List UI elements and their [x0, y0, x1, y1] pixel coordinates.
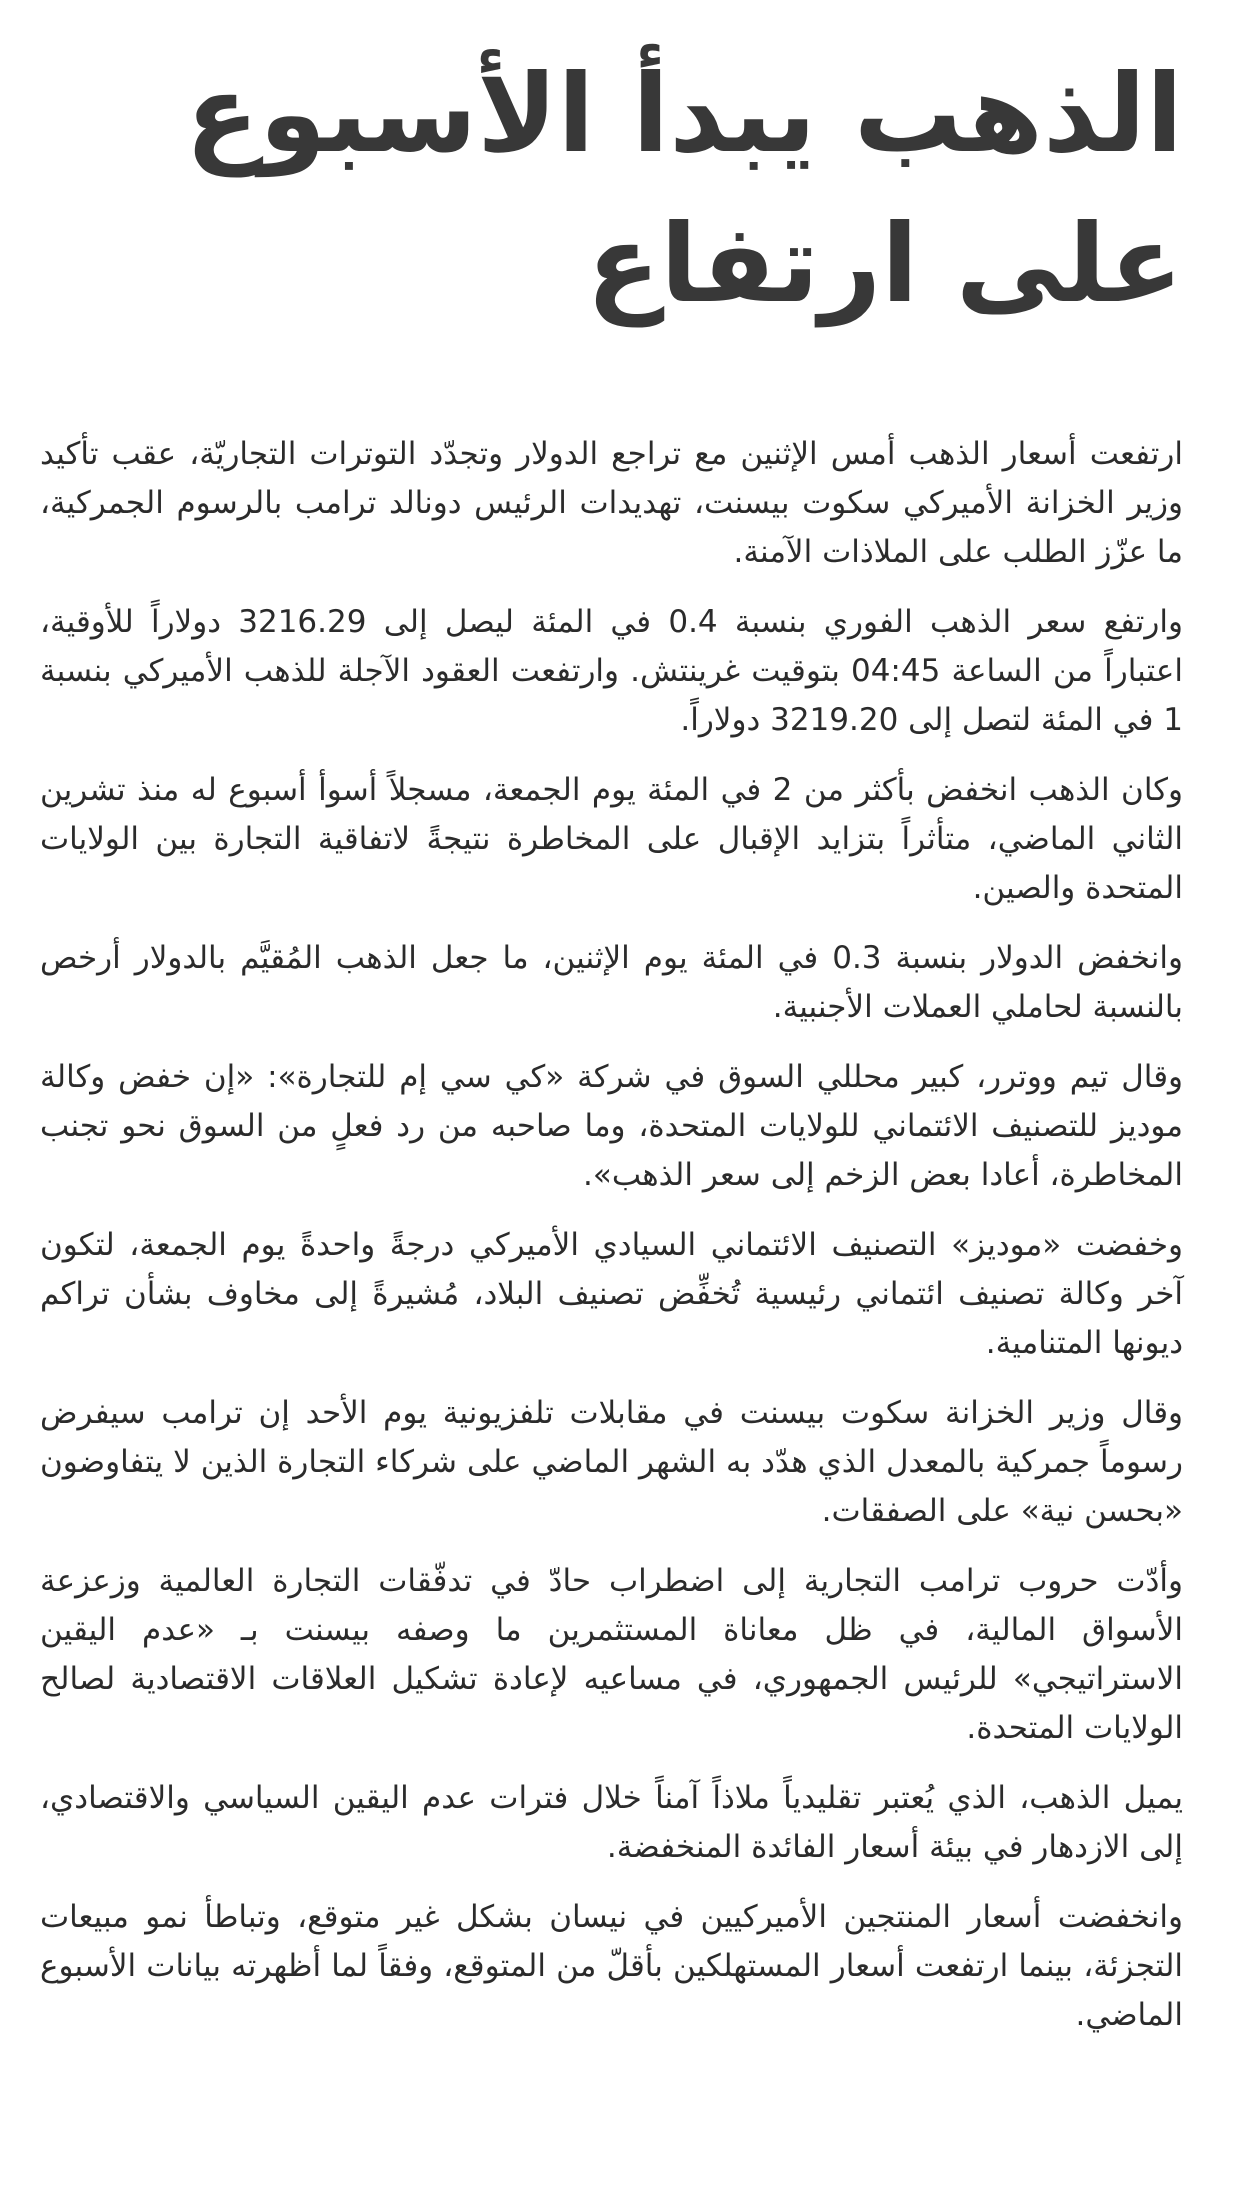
- paragraph-7: وقال وزير الخزانة سكوت بيسنت في مقابلات تلفزيونية يوم الأحد إن ترامب سيفرض رسوماً جمركية بالمعدل الذي هدّد به الشهر الماضي على شركاء التجارة الذين لا يتفاوضون «بحسن نية» على الصفقات.: [40, 1395, 1183, 1529]
- paragraph-1: ارتفعت أسعار الذهب أمس الإثنين مع تراجع الدولار وتجدّد التوترات التجاريّة، عقب تأكيد وزير الخزانة الأميركي سكوت بيسنت، تهديدات الرئيس دونالد ترامب بالرسوم الجمركية، ما عزّز الطلب على الملاذات الآمنة.: [40, 436, 1183, 570]
- paragraph-8: وأدّت حروب ترامب التجارية إلى اضطراب حادّ في تدفّقات التجارة العالمية وزعزعة الأسواق المالية، في ظل معاناة المستثمرين ما وصفه بيسنت بـ «عدم اليقين الاستراتيجي» للرئيس الجمهوري، في مساعيه لإعادة تشكيل العلاقات الاقتصادية لصالح الولايات المتحدة.: [40, 1563, 1183, 1746]
- news-article: [40, 40, 1183, 2061]
- paragraph-2: وارتفع سعر الذهب الفوري بنسبة 0.4 في المئة ليصل إلى 3216.29 دولاراً للأوقية، اعتباراً من الساعة 04:45 بتوقيت غرينتش. وارتفعت العقود الآجلة للذهب الأميركي بنسبة 1 في المئة لتصل إلى 3219.20 دولاراً.: [40, 604, 1183, 738]
- paragraph-4: وانخفض الدولار بنسبة 0.3 في المئة يوم الإثنين، ما جعل الذهب المُقيَّم بالدولار أرخص بالنسبة لحاملي العملات الأجنبية.: [40, 940, 1183, 1025]
- article-body: [40, 430, 1183, 2040]
- headline: الذهب يبدأ الأسبوع على ارتفاع: [185, 52, 1183, 327]
- paragraph-5: وقال تيم ووترر، كبير محللي السوق في شركة «كي سي إم للتجارة»: «إن خفض وكالة موديز للتصنيف الائتماني للولايات المتحدة، وما صاحبه من رد فعلٍ من السوق نحو تجنب المخاطرة، أعادا بعض الزخم إلى سعر الذهب».: [40, 1059, 1183, 1193]
- paragraph-9: يميل الذهب، الذي يُعتبر تقليدياً ملاذاً آمناً خلال فترات عدم اليقين السياسي والاقتصادي، إلى الازدهار في بيئة أسعار الفائدة المنخفضة.: [40, 1780, 1183, 1865]
- paragraph-6: وخفضت «موديز» التصنيف الائتماني السيادي الأميركي درجةً واحدةً يوم الجمعة، لتكون آخر وكالة تصنيف ائتماني رئيسية تُخفِّض تصنيف البلاد، مُشيرةً إلى مخاوف بشأن تراكم ديونها المتنامية.: [40, 1227, 1183, 1361]
- paragraph-3: وكان الذهب انخفض بأكثر من 2 في المئة يوم الجمعة، مسجلاً أسوأ أسبوع له منذ تشرين الثاني الماضي، متأثراً بتزايد الإقبال على المخاطرة نتيجةً لاتفاقية التجارة بين الولايات المتحدة والصين.: [40, 772, 1183, 906]
- paragraph-10: وانخفضت أسعار المنتجين الأميركيين في نيسان بشكل غير متوقع، وتباطأ نمو مبيعات التجزئة، بينما ارتفعت أسعار المستهلكين بأقلّ من المتوقع، وفقاً لما أظهرته بيانات الأسبوع الماضي.: [40, 1899, 1183, 2033]
